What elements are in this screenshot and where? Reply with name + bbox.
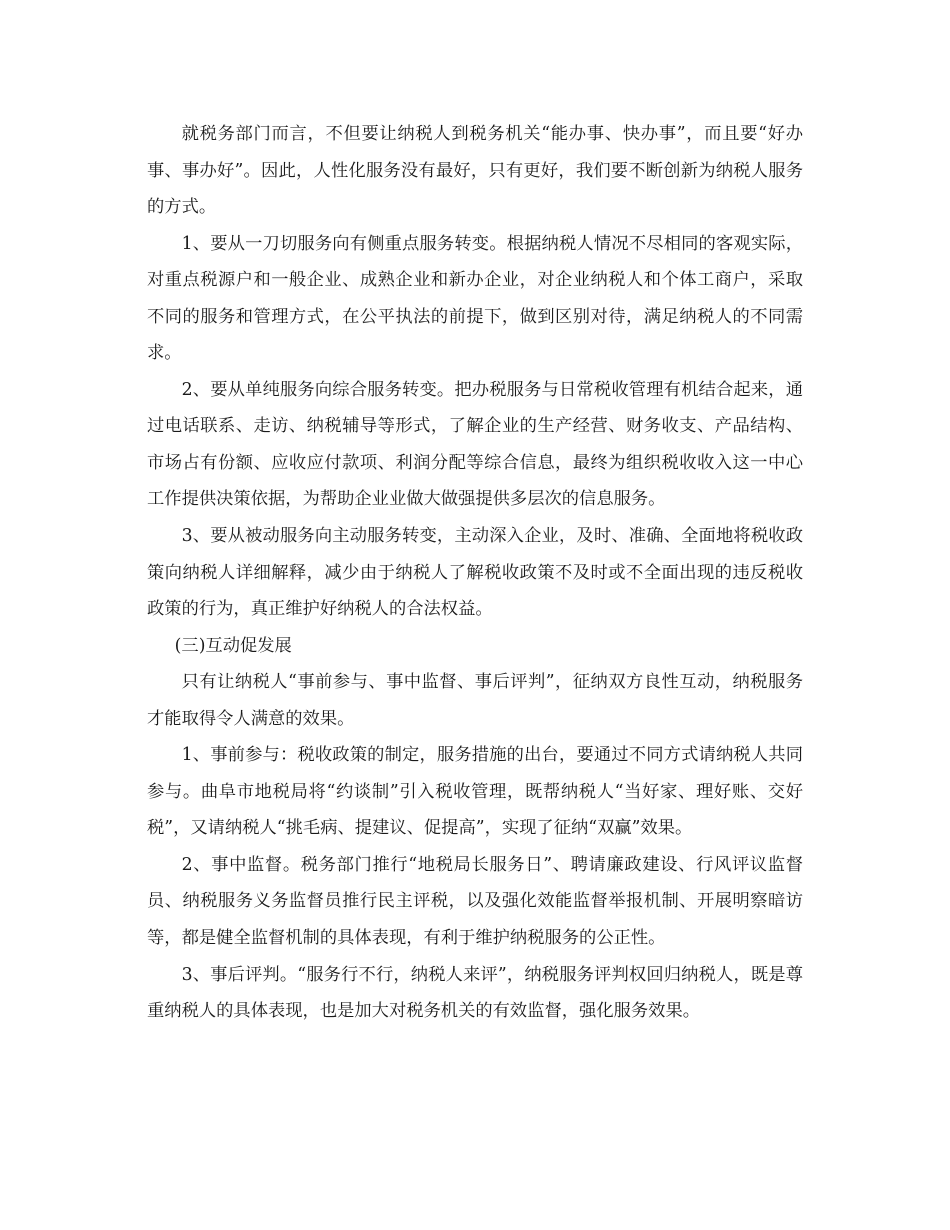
paragraph-item-3-proactive-service: 3、要从被动服务向主动服务转变，主动深入企业，及时、准确、全面地将税收政策向纳税人详细解释，减少由于纳税人了解税收政策不及时或不全面出现的违反税收政策的行为，真正维护好纳税人的合法权益。 <box>147 526 803 620</box>
paragraph-interaction-intro: 只有让纳税人“事前参与、事中监督、事后评判”，征纳双方良性互动，纳税服务才能取得令人满意的效果。 <box>147 672 803 729</box>
paragraph-intro: 就税务部门而言，不但要让纳税人到税务机关“能办事、快办事”，而且要“好办事、事办好”。因此，人性化服务没有最好，只有更好，我们要不断创新为纳税人服务的方式。 <box>147 124 803 218</box>
paragraph-item-2-supervision: 2、事中监督。税务部门推行“地税局长服务日”、聘请廉政建设、行风评议监督员、纳税服务义务监督员推行民主评税，以及强化效能监督举报机制、开展明察暗访等，都是健全监督机制的具体表现，有利于维护纳税服务的公正性。 <box>147 854 803 949</box>
section-heading-interaction: (三)互动促发展 <box>174 635 292 656</box>
paragraph-item-1-focused-service: 1、要从一刀切服务向有侧重点服务转变。根据纳税人情况不尽相同的客观实际，对重点税源户和一般企业、成熟企业和新办企业，对企业纳税人和个体工商户，采取不同的服务和管理方式，在公平执法的前提下，做到区别对待，满足纳税人的不同需求。 <box>147 233 803 364</box>
paragraph-item-1-prior-participation: 1、事前参与：税收政策的制定，服务措施的出台，要通过不同方式请纳税人共同参与。曲阜市地税局将“约谈制”引入税收管理，既帮纳税人“当好家、理好账、交好税”，又请纳税人“挑毛病、提建议、促提高”，实现了征纳“双赢”效果。 <box>147 745 803 839</box>
document-body <box>147 116 803 1030</box>
paragraph-item-3-evaluation: 3、事后评判。“服务行不行，纳税人来评”，纳税服务评判权回归纳税人，既是尊重纳税人的具体表现，也是加大对税务机关的有效监督，强化服务效果。 <box>147 964 803 1022</box>
paragraph-item-2-comprehensive-service: 2、要从单纯服务向综合服务转变。把办税服务与日常税收管理有机结合起来，通过电话联系、走访、纳税辅导等形式，了解企业的生产经营、财务收支、产品结构、市场占有份额、应收应付款项、利润分配等综合信息，最终为组织税收收入这一中心工作提供决策依据，为帮助企业业做大做强提供多层次的信息服务。 <box>147 379 803 510</box>
